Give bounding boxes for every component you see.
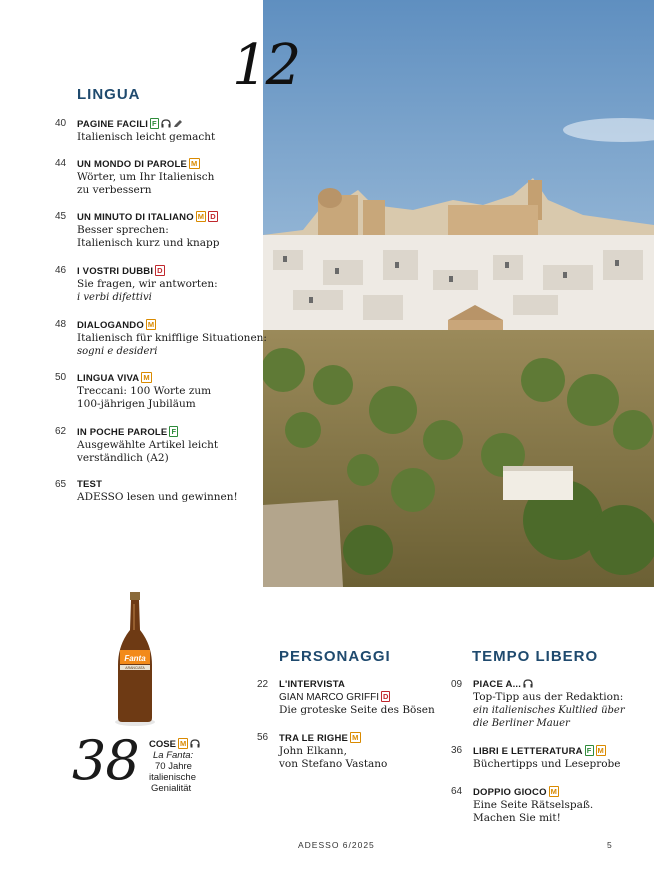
headphones-icon bbox=[190, 739, 200, 748]
entry-person-name: GIAN MARCO GRIFFI bbox=[279, 692, 379, 703]
entry-italic-description: ein italienisches Kultlied über bbox=[473, 705, 625, 716]
entry-title: IN POCHE PAROLE bbox=[77, 427, 168, 438]
entry-italic-description: i verbi difettivi bbox=[77, 292, 152, 303]
entry-description: Sie fragen, wir antworten: bbox=[77, 278, 218, 290]
footer-page-number: 5 bbox=[607, 840, 613, 850]
badge-d: D bbox=[210, 212, 216, 221]
entry-description: von Stefano Vastano bbox=[279, 758, 388, 770]
badge-m: M bbox=[179, 739, 187, 748]
badge-m: M bbox=[143, 373, 150, 382]
entry-description: Treccani: 100 Worte zum bbox=[77, 385, 212, 397]
entry-page-number: 56 bbox=[257, 732, 269, 743]
entry-title: LINGUA VIVA bbox=[77, 373, 140, 384]
entry-page-number: 50 bbox=[55, 372, 67, 383]
entry-page-number: 62 bbox=[55, 426, 67, 437]
badge-f: F bbox=[586, 746, 592, 755]
entry-page-number: 36 bbox=[451, 745, 463, 756]
entry-title: TEST bbox=[77, 479, 103, 490]
badge-f: F bbox=[171, 427, 177, 436]
badge-m: M bbox=[597, 746, 604, 755]
entry-page-number: 48 bbox=[55, 319, 67, 330]
badge-f: F bbox=[152, 119, 157, 128]
badge-m: M bbox=[352, 733, 359, 742]
headphones-icon bbox=[161, 119, 171, 128]
fanta-bottle-image bbox=[100, 590, 170, 730]
entry-page-number: 65 bbox=[55, 479, 67, 490]
cose-line: italienische bbox=[149, 772, 196, 783]
entry-page-number: 64 bbox=[451, 786, 463, 797]
entry-description: 100-jährigen Jubiläum bbox=[77, 398, 196, 410]
footer-magazine: ADESSO 6/2025 bbox=[298, 840, 375, 850]
entry-title: LIBRI E LETTERATURA bbox=[473, 746, 583, 757]
entry-description: Wörter, um Ihr Italienisch bbox=[77, 171, 215, 183]
entry-title: TRA LE RIGHE bbox=[279, 733, 349, 744]
entry-description: Ausgewählte Artikel leicht bbox=[77, 439, 219, 451]
pencil-icon bbox=[173, 119, 183, 128]
entry-title: PAGINE FACILI bbox=[77, 119, 149, 130]
section-heading-personaggi: PERSONAGGI bbox=[279, 648, 391, 665]
cose-entry[interactable] bbox=[149, 738, 209, 794]
bottle-label: Fanta bbox=[124, 654, 146, 663]
entry-title: L'INTERVISTA bbox=[279, 679, 346, 690]
cose-line: 70 Jahre bbox=[155, 761, 192, 772]
badge-m: M bbox=[191, 159, 198, 168]
cose-title: COSE bbox=[149, 739, 176, 750]
badge-m: M bbox=[197, 212, 205, 221]
entry-description: Italienisch kurz und knapp bbox=[77, 237, 220, 249]
entry-title: PIACE A... bbox=[473, 679, 522, 690]
entry-title: UN MONDO DI PAROLE bbox=[77, 159, 188, 170]
cose-italic: La Fanta: bbox=[153, 750, 194, 761]
entry-description: Besser sprechen: bbox=[77, 224, 169, 236]
entry-page-number: 22 bbox=[257, 679, 269, 690]
entry-page-number: 45 bbox=[55, 211, 67, 222]
entry-description: Italienisch für knifflige Situationen: bbox=[77, 332, 267, 344]
headphones-icon bbox=[523, 679, 533, 688]
entry-description: Eine Seite Rätselspaß. bbox=[473, 799, 594, 811]
entry-description: ADESSO lesen und gewinnen! bbox=[77, 491, 238, 503]
entry-italic-description: sogni e desideri bbox=[77, 346, 158, 357]
badge-m: M bbox=[550, 787, 558, 796]
entry-page-number: 46 bbox=[55, 265, 67, 276]
big-page-number: 12 bbox=[232, 33, 300, 98]
bottle-sublabel: ARANCIATA bbox=[125, 666, 145, 670]
entry-title: DIALOGANDO bbox=[77, 320, 144, 331]
section-heading-lingua: LINGUA bbox=[77, 86, 141, 103]
entry-description: Top-Tipp aus der Redaktion: bbox=[473, 691, 624, 703]
entry-description: Machen Sie mit! bbox=[473, 812, 561, 824]
town-photo bbox=[263, 0, 654, 587]
entry-page-number: 40 bbox=[55, 118, 67, 129]
entry-page-number: 09 bbox=[451, 679, 463, 690]
section-heading-tempo-libero: TEMPO LIBERO bbox=[472, 648, 599, 665]
badge-m: M bbox=[147, 320, 155, 329]
cose-page-number: 38 bbox=[72, 729, 139, 792]
badge-d: D bbox=[383, 692, 389, 701]
entry-description: Italienisch leicht gemacht bbox=[77, 131, 216, 143]
entry-description: verständlich (A2) bbox=[77, 452, 169, 464]
entry-italic-description: die Berliner Mauer bbox=[473, 718, 570, 729]
entry-page-number: 44 bbox=[55, 158, 67, 169]
entry-title: DOPPIO GIOCO bbox=[473, 787, 547, 798]
cose-line: Genialität bbox=[151, 783, 192, 794]
entry-description: Die groteske Seite des Bösen bbox=[279, 704, 435, 716]
entry-title: UN MINUTO DI ITALIANO bbox=[77, 212, 194, 223]
entry-description: zu verbessern bbox=[77, 184, 152, 196]
badge-d: D bbox=[157, 266, 163, 275]
entry-description: Büchertipps und Leseprobe bbox=[473, 758, 621, 770]
entry-description: John Elkann, bbox=[279, 745, 347, 757]
entry-title: I VOSTRI DUBBI bbox=[77, 266, 154, 277]
